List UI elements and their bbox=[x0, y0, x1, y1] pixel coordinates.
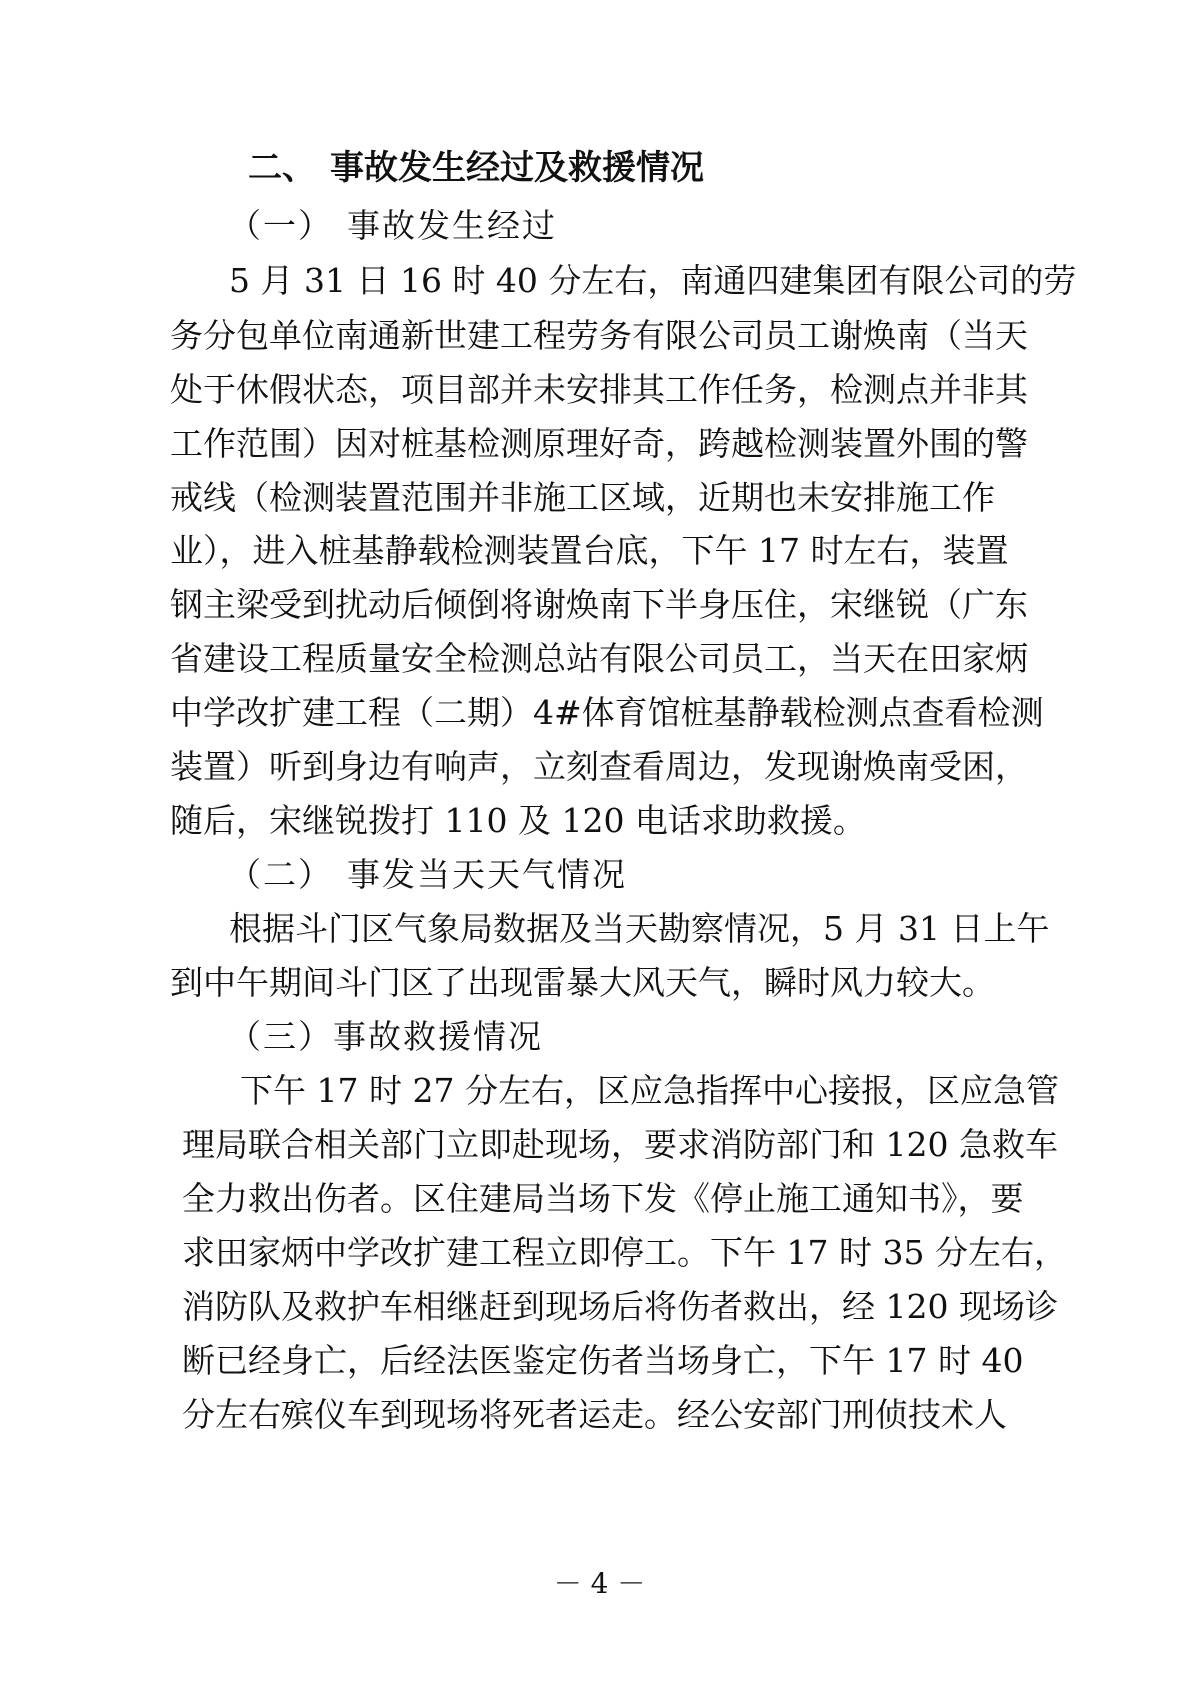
paragraph-line: 全力救出伤者。区住建局当场下发《停止施工通知书》，要 bbox=[182, 1179, 1024, 1218]
section-title-number: 二、 bbox=[248, 148, 316, 188]
paragraph-line: 务分包单位南通新世建工程劳务有限公司员工谢焕南（当天 bbox=[170, 316, 1028, 355]
subsection-heading-1 bbox=[228, 206, 1199, 246]
subsection-heading-1-text: 事故发生经过 bbox=[347, 206, 557, 245]
paragraph-line: 根据斗门区气象局数据及当天勘察情况，5 月 31 日上午 bbox=[229, 909, 1050, 948]
subsection-heading-2-text: 事发当天天气情况 bbox=[347, 855, 627, 894]
paragraph-line: 钢主梁受到扰动后倾倒将谢焕南下半身压住，宋继锐（广东 bbox=[170, 585, 1028, 624]
paragraph-line: 理局联合相关部门立即赴现场，要求消防部门和 120 急救车 bbox=[182, 1125, 1058, 1164]
paragraph-line: 戒线（检测装置范围并非施工区域，近期也未安排施工作 bbox=[170, 478, 995, 517]
paragraph-line: 中学改扩建工程（二期）4#体育馆桩基静载检测点查看检测 bbox=[170, 693, 1044, 732]
paragraph-line: 5 月 31 日 16 时 40 分左右，南通四建集团有限公司的劳 bbox=[229, 261, 1077, 300]
paragraph-line: 到中午期间斗门区了出现雷暴大风天气，瞬时风力较大。 bbox=[170, 963, 995, 1002]
paragraph-line: 装置）听到身边有响声，立刻查看周边，发现谢焕南受困， bbox=[170, 747, 1028, 786]
paragraph-line: 断已经身亡，后经法医鉴定伤者当场身亡，下午 17 时 40 bbox=[182, 1341, 1024, 1380]
paragraph-line: 省建设工程质量安全检测总站有限公司员工，当天在田家炳 bbox=[170, 639, 1028, 678]
paragraph-line: 处于休假状态，项目部并未安排其工作任务，检测点并非其 bbox=[170, 370, 1028, 409]
paragraph-line: 分左右殡仪车到现场将死者运走。经公安部门刑侦技术人 bbox=[182, 1395, 1007, 1434]
subsection-heading-3: （三）事故救援情况 bbox=[228, 1017, 543, 1056]
paragraph-line: 下午 17 时 27 分左右，区应急指挥中心接报，区应急管 bbox=[240, 1071, 1059, 1110]
paragraph-line: 业），进入桩基静载检测装置台底，下午 17 时左右，装置 bbox=[170, 531, 1009, 570]
paragraph-line: 随后，宋继锐拨打 110 及 120 电话求助救援。 bbox=[170, 801, 866, 840]
paragraph-line: 消防队及救护车相继赶到现场后将伤者救出，经 120 现场诊 bbox=[182, 1287, 1058, 1326]
paragraph-line: 工作范围）因对桩基检测原理好奇，跨越检测装置外围的警 bbox=[170, 424, 1028, 463]
subsection-heading-2 bbox=[228, 855, 1199, 895]
subsection-heading-2-number: （二） bbox=[228, 855, 333, 894]
section-title-text: 事故发生经过及救援情况 bbox=[330, 148, 704, 188]
page-number: － 4 － bbox=[553, 1567, 646, 1600]
paragraph-line: 求田家炳中学改扩建工程立即停工。下午 17 时 35 分左右， bbox=[182, 1233, 1067, 1272]
section-title bbox=[248, 148, 1199, 188]
subsection-heading-1-number: （一） bbox=[228, 206, 333, 245]
